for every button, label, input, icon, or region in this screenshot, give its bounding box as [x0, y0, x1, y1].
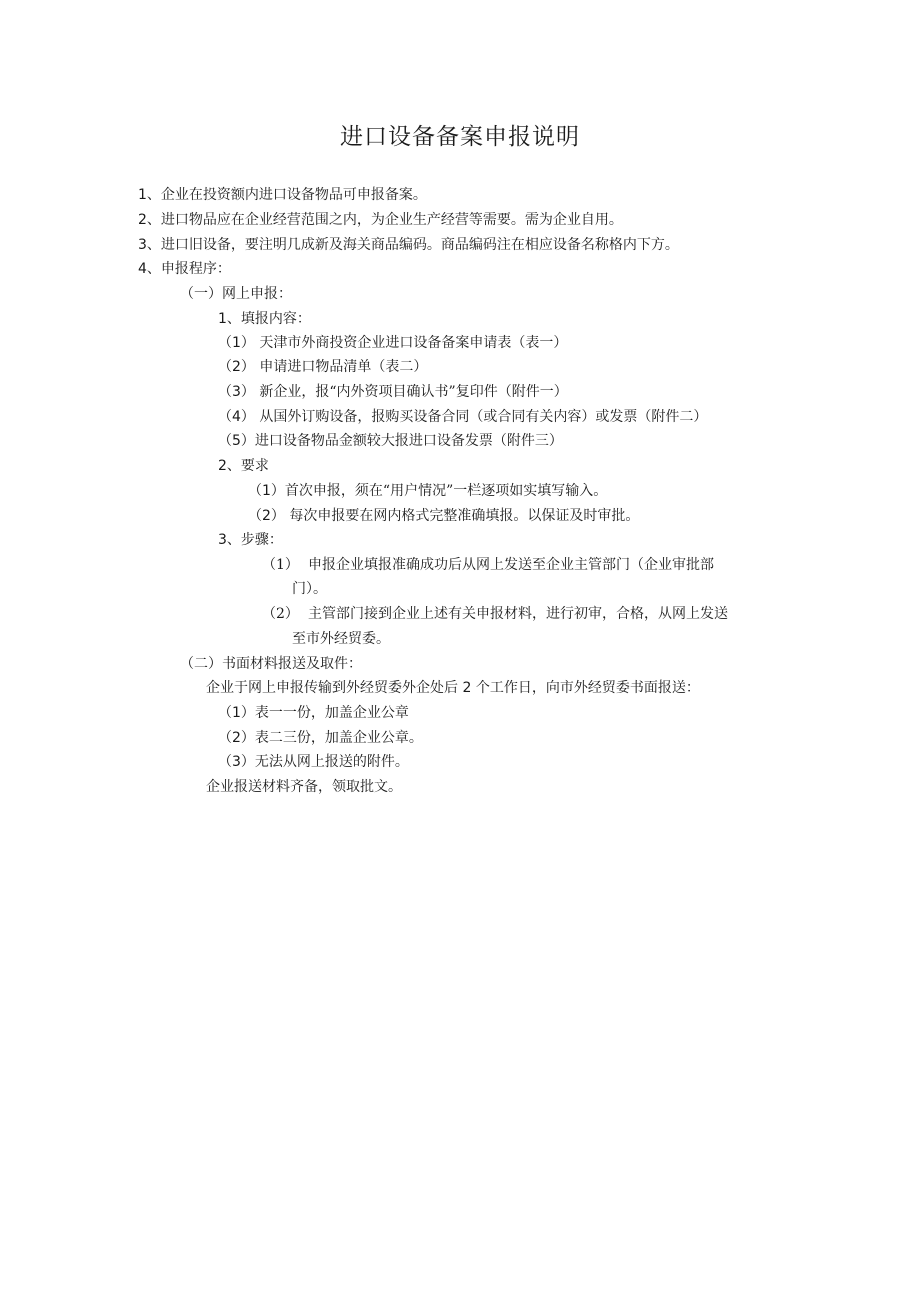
list-item-number: （1）: [262, 557, 299, 573]
closing-paragraph: 企业报送材料齐备，领取批文。: [206, 779, 402, 795]
item-number: （2）: [248, 508, 285, 524]
list-item: [248, 481, 607, 501]
list-item-text: 主管部门接到企业上述有关申报材料，进行初审，合格，从网上发送: [308, 606, 728, 622]
item-number: 3、: [138, 237, 161, 253]
item-number: （3）: [218, 384, 255, 400]
item-number: 3、: [218, 532, 241, 548]
list-item: [218, 431, 563, 451]
item-number: （1）: [218, 335, 255, 351]
list-item: [138, 235, 679, 255]
item-text: 无法从网上报送的附件。: [254, 754, 409, 770]
list-item: [218, 357, 427, 377]
list-item-continuation: 门）。: [292, 581, 327, 597]
day-count: 2: [462, 680, 472, 696]
paragraph: [206, 678, 700, 698]
item-number: （4）: [218, 409, 255, 425]
item-text: 表二三份，加盖企业公章。: [254, 730, 423, 746]
item-text: 填报内容：: [240, 311, 311, 327]
list-item: [218, 752, 409, 772]
list-item: [138, 259, 231, 279]
item-number: （5）: [218, 433, 255, 449]
item-number: （2）: [218, 730, 255, 746]
item-number: （3）: [218, 754, 255, 770]
list-item: [218, 333, 567, 353]
item-text: 要求: [240, 458, 269, 474]
list-item: [218, 382, 568, 402]
item-text: 进口设备物品金额较大报进口设备发票（附件三）: [254, 433, 563, 449]
list-item: [218, 407, 707, 427]
item-number: （2）: [218, 359, 255, 375]
subsection-heading: [218, 456, 269, 476]
item-number: 1、: [218, 311, 241, 327]
list-item: [218, 728, 423, 748]
item-number: 2、: [218, 458, 241, 474]
list-item: [138, 210, 623, 230]
list-item-continuation: 至市外经贸委。: [292, 631, 390, 647]
item-text: 企业在投资额内进口设备物品可申报备案。: [160, 187, 427, 203]
item-text: 天津市外商投资企业进口设备备案申请表（表一）: [259, 335, 568, 351]
section-heading: （一）网上申报：: [180, 286, 292, 302]
item-number: （1）: [218, 705, 255, 721]
item-number: 4、: [138, 261, 161, 277]
list-item-text: 申报企业填报准确成功后从网上发送至企业主管部门（企业审批部: [308, 557, 714, 573]
item-text: 进口旧设备，要注明几成新及海关商品编码。商品编码注在相应设备名称格内下方。: [160, 237, 679, 253]
paragraph-text: 个工作日，向市外经贸委书面报送：: [475, 680, 700, 696]
item-number: 1、: [138, 187, 161, 203]
item-text: 首次申报，须在“用户情况”一栏逐项如实填写输入。: [284, 483, 608, 499]
item-text: 进口物品应在企业经营范围之内，为企业生产经营等需要。需为企业自用。: [160, 212, 623, 228]
section-heading: （二）书面材料报送及取件：: [180, 656, 362, 672]
item-number: 2、: [138, 212, 161, 228]
item-number: （1）: [248, 483, 285, 499]
list-item: [138, 185, 427, 205]
item-text: 申请进口物品清单（表二）: [259, 359, 428, 375]
item-text: 步骤：: [240, 532, 283, 548]
item-text: 从国外订购设备，报购买设备合同（或合同有关内容）或发票（附件二）: [259, 409, 708, 425]
subsection-heading: [218, 309, 311, 329]
list-item-number: （2）: [262, 606, 299, 622]
subsection-heading: [218, 530, 283, 550]
item-text: 表一一份，加盖企业公章: [254, 705, 409, 721]
list-item: [248, 506, 639, 526]
item-text: 申报程序：: [160, 261, 231, 277]
list-item: [218, 703, 409, 723]
item-text: 新企业，报“内外资项目确认书”复印件（附件一）: [259, 384, 568, 400]
paragraph-text: 企业于网上申报传输到外经贸委外企处后: [206, 680, 458, 696]
item-text: 每次申报要在网内格式完整准确填报。以保证及时审批。: [289, 508, 640, 524]
page-title: 进口设备备案申报说明: [340, 124, 580, 150]
